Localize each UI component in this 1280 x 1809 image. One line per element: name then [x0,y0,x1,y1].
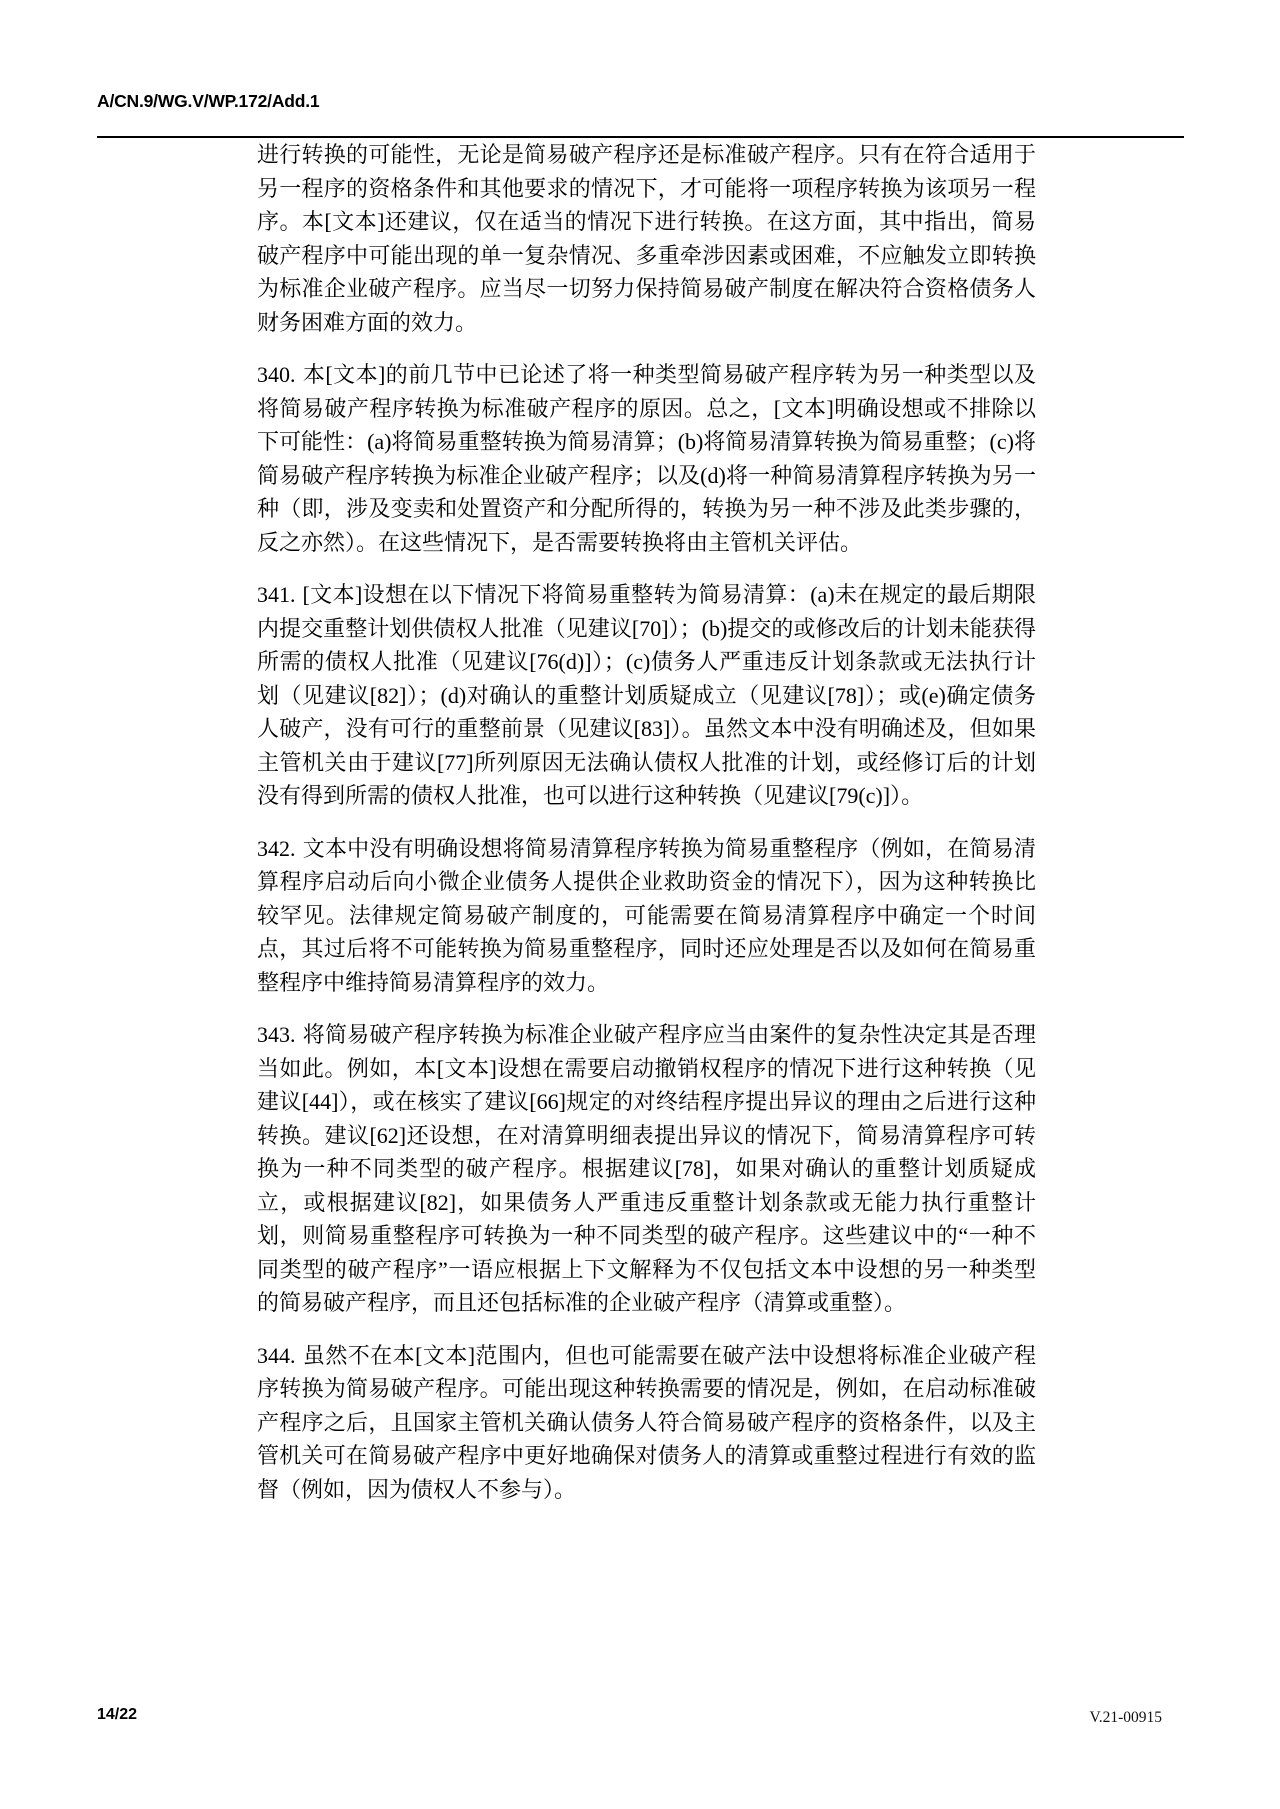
footer-page-number: 14/22 [97,1706,138,1723]
paragraph-number: 342. [257,835,296,861]
paragraph-number: 344. [257,1342,296,1368]
document-symbol: A/CN.9/WG.V/WP.172/Add.1 [97,91,320,111]
paragraph-340 [257,358,1036,559]
footer-document-reference: V.21-00915 [1089,1709,1162,1726]
paragraph-number: 343. [257,1022,296,1047]
paragraph-344 [257,1339,1036,1507]
paragraph-number: 341. [257,582,296,607]
paragraph-342 [257,832,1036,1000]
paragraph-text: 将简易破产程序转换为标准企业破产程序应当由案件的复杂性决定其是否理当如此。例如，本[文本]设想在需要启动撤销权程序的情况下进行这种转换（见建议[44]），或在核实了建议[66]规定的对终结程序提出异议的理由之后进行这种转换。建议[62]还设想，在对清算明细表提出异议的情况下，简易清算程序可转换为一种不同类型的破产程序。根据建议[78]，如果对确认的重整计划质疑成立，或根据建议[82]，如果债务人严重违反重整计划条款或无能力执行重整计划，则简易重整程序可转换为一种不同类型的破产程序。这些建议中的“一种不同类型的破产程序”一语应根据上下文解释为不仅包括文本中设想的另一种类型的简易破产程序，而且还包括标准的企业破产程序（清算或重整）。 [257,1022,1036,1315]
paragraph-text: [文本]设想在以下情况下将简易重整转为简易清算：(a)未在规定的最后期限内提交重整计划供债权人批准（见建议[70]）；(b)提交的或修改后的计划未能获得所需的债权人批准（见建议[76(d)]）；(c)债务人严重违反计划条款或无法执行计划（见建议[82]）；(d)对确认的重整计划质疑成立（见建议[78]）；或(e)确定债务人破产，没有可行的重整前景（见建议[83]）。虽然文本中没有明确述及，但如果主管机关由于建议[77]所列原因无法确认债权人批准的计划，或经修订后的计划没有得到所需的债权人批准，也可以进行这种转换（见建议[79(c)]）。 [257,582,1036,808]
paragraph-text: 本[文本]的前几节中已论述了将一种类型简易破产程序转为另一种类型以及将简易破产程序转换为标准破产程序的原因。总之，[文本]明确设想或不排除以下可能性：(a)将简易重整转换为简易清算；(b)将简易清算转换为简易重整；(c)将简易破产程序转换为标准企业破产程序；以及(d)将一种简易清算程序转换为另一种（即，涉及变卖和处置资产和分配所得的，转换为另一种不涉及此类步骤的，反之亦然）。在这些情况下，是否需要转换将由主管机关评估。 [257,362,1036,555]
document-body [257,138,1036,1506]
paragraph-text: 虽然不在本[文本]范围内，但也可能需要在破产法中设想将标准企业破产程序转换为简易破产程序。可能出现这种转换需要的情况是，例如，在启动标准破产程序之后，且国家主管机关确认债务人符合简易破产程序的资格条件，以及主管机关可在简易破产程序中更好地确保对债务人的清算或重整过程进行有效的监督（例如，因为债权人不参与）。 [257,1342,1036,1502]
paragraph-text: 进行转换的可能性，无论是简易破产程序还是标准破产程序。只有在符合适用于另一程序的资格条件和其他要求的情况下，才可能将一项程序转换为该项另一程序。本[文本]还建议，仅在适当的情况下进行转换。在这方面，其中指出，简易破产程序中可能出现的单一复杂情况、多重牵涉因素或困难，不应触发立即转换为标准企业破产程序。应当尽一切努力保持简易破产制度在解决符合资格债务人财务困难方面的效力。 [257,142,1036,335]
paragraph-continuation [257,138,1036,339]
paragraph-text: 文本中没有明确设想将简易清算程序转换为简易重整程序（例如，在简易清算程序启动后向小微企业债务人提供企业救助资金的情况下），因为这种转换比较罕见。法律规定简易破产制度的，可能需要在简易清算程序中确定一个时间点，其过后将不可能转换为简易重整程序，同时还应处理是否以及如何在简易重整程序中维持简易清算程序的效力。 [257,835,1036,995]
paragraph-number: 340. [257,362,296,387]
paragraph-343 [257,1018,1036,1320]
paragraph-341 [257,578,1036,813]
